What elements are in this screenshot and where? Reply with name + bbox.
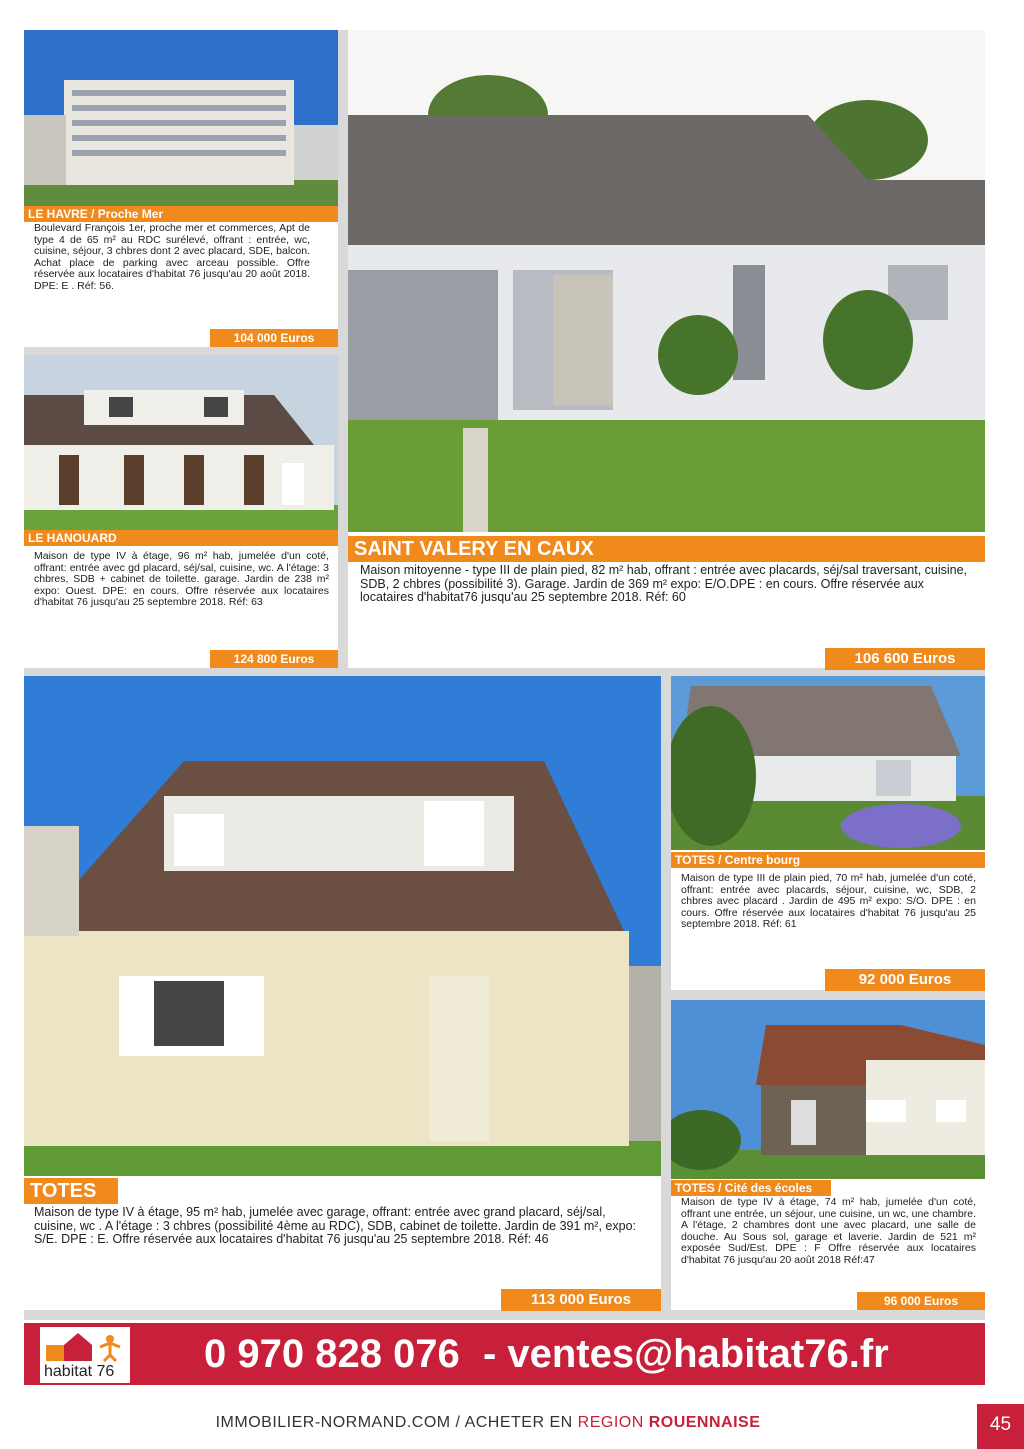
gray-divider-right-mid (671, 990, 985, 1000)
listing-description: Boulevard François 1er, proche mer et commerces, Apt de type 4 de 65 m² au RDC surélevé, offrant : entrée, wc, cuisine, séjour, 3 chbres dont 2 avec placard, SDE, balcon. Achat place de parking avec arceau possible. Offre réservée aux locataires d'habitat 76 jusqu'au 20 août 2018. DPE: E . Réf: 56. (34, 222, 310, 292)
phone-number[interactable]: 0 970 828 076 (204, 1332, 460, 1376)
footer-acheter: ACHETER EN (464, 1414, 578, 1431)
price-tag: 113 000 Euros (501, 1289, 661, 1311)
price-tag: 104 000 Euros (210, 329, 338, 347)
photo-le-hanouard (24, 355, 338, 530)
gray-divider-left (338, 30, 348, 670)
listing-description: Maison de type III de plain pied, 70 m² hab, jumelée d'un coté, offrant: entrée avec placards, séjour, cuisine, wc, SDB, 2 chbres avec placard . Jardin de 495 m² expo: S/O. DPE : en cours. Offre réservée aux locataires d'habitat 76 jusqu'au 25 septembre 2018. Réf: 61 (681, 872, 976, 931)
logo-text: habitat 76 (44, 1363, 115, 1380)
location-label: TOTES / Cité des écoles (671, 1180, 831, 1196)
page-footer (0, 1414, 976, 1432)
listing-description: Maison mitoyenne - type III de plain pied, 82 m² hab, offrant : entrée avec placards, séj/sal traversant, cuisine, SDB, 2 chbres (possibilité 3). Garage. Jardin de 369 m² expo: E/O.DPE : en cours. Offre réservée aux locataires d'habitat76 jusqu'au 25 septembre 2018. Réf: 60 (360, 563, 968, 604)
footer-city: ROUENNAISE (648, 1414, 761, 1431)
price-tag: 106 600 Euros (825, 648, 985, 670)
price-tag: 92 000 Euros (825, 969, 985, 991)
location-label: TOTES (24, 1178, 118, 1204)
listing-description: Maison de type IV à étage, 96 m² hab, jumelée d'un coté, offrant: entrée avec gd placard, séj/sal, cuisine, wc. A l'étage: 3 chbres, SDB + cabinet de toilette. garage. Jardin de 238 m² expo: Ouest. DPE: en cours. Offre réservée aux locataires d'habitat 76 jusqu'au 25 septembre 2018. Réf: 63 (34, 550, 329, 609)
contact-line (204, 1328, 889, 1380)
price-tag: 124 800 Euros (210, 650, 338, 668)
contact-banner (24, 1323, 985, 1385)
footer-region: REGION (577, 1414, 649, 1431)
location-label: LE HANOUARD (24, 530, 338, 546)
site-name[interactable]: IMMOBILIER-NORMAND.COM (215, 1414, 451, 1431)
photo-totes (24, 676, 661, 1176)
gray-divider-bottom (24, 1310, 985, 1320)
email-address[interactable]: - ventes@habitat76.fr (482, 1332, 889, 1376)
page-number: 45 (977, 1404, 1024, 1449)
photo-saint-valery-en-caux (348, 30, 985, 532)
location-label: SAINT VALERY EN CAUX (348, 536, 985, 562)
gray-divider-right (661, 676, 671, 1312)
listing-description: Maison de type IV à étage, 95 m² hab, jumelée avec garage, offrant: entrée avec grand placard, séj/sal, cuisine, wc . A l'étage : 3 chbres (possibilité 4ème au RDC), SDB, cabinet de toilette. Jardin de 391 m², expo: S/E. DPE : E. Offre réservée aux locataires d'habitat 76 jusqu'au 25 septembre 2018. Réf: 46 (34, 1205, 636, 1246)
gray-divider-mid (24, 347, 338, 355)
price-tag: 96 000 Euros (857, 1292, 985, 1310)
habitat76-logo (40, 1327, 130, 1383)
photo-totes-centre-bourg (671, 676, 985, 850)
location-label: LE HAVRE / Proche Mer (24, 206, 338, 222)
location-label: TOTES / Centre bourg (671, 852, 985, 868)
footer-separator: / (450, 1414, 465, 1431)
photo-totes-cite-des-ecoles (671, 1000, 985, 1179)
listing-description: Maison de type IV à étage, 74 m² hab, jumelée d'un coté, offrant une entrée, un séjour, une cuisine, un wc, une chambre. A l'étage, 2 chambres dont une avec placard, une salle de douche. Au Sous sol, garage et laverie. Jardin de 521 m² exposée Sud/Est. DPE : F Offre réservée aux locataires d'habitat 76 jusqu'au 20 août 2018 Réf:47 (681, 1196, 976, 1266)
photo-le-havre (24, 30, 338, 207)
